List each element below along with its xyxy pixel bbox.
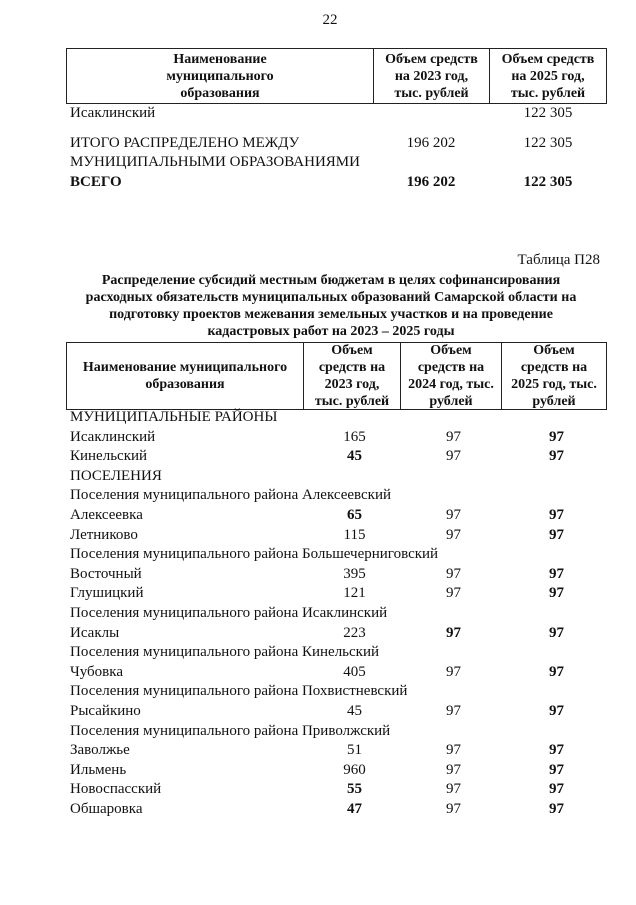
table2-row-2023: 51 [347,742,362,759]
table1-row-2023: 196 202 [406,174,456,190]
table2-title: Распределение субсидий местным бюджетам в целях софинансирования расходных обязательств муниципальных образований Самарской области на подготовку проектов межевания земельных участков и на проведение кадастровых работ на 2023 – 2025 годы [85,273,577,339]
table2-row-name: Поселения муниципального района Исаклинский [70,604,388,621]
table2-row [70,722,610,742]
table2-row-name: Восточный [70,565,142,582]
table2-row-2025: 97 [549,506,564,523]
table2-row-2025: 97 [549,624,564,641]
table2-row-name: Ильмень [70,761,127,778]
table2-row-2023: 55 [347,781,362,798]
table2-row [70,604,610,624]
table2-row [70,702,610,722]
table2-row-name: Чубовка [70,663,123,680]
table2-row-2025: 97 [549,585,564,602]
table2-row-2024: 97 [446,742,461,759]
table2-row-2024: 97 [446,800,461,817]
table1-row-2025: 122 305 [523,174,573,190]
table2-row-2025: 97 [549,565,564,582]
table2-row [70,526,610,546]
table2-row-2024: 97 [446,565,461,582]
table2-row [70,467,610,487]
table2-row-name: Исаклы [70,624,120,641]
table2-row [70,428,610,448]
table2-row-2024: 97 [446,663,461,680]
table2-row-2024: 97 [446,526,461,543]
table2-row [70,780,610,800]
table2-header-2023: Объем средств на 2023 год, тыс. рублей [303,343,400,409]
table2-row-2024: 97 [446,428,461,445]
table2-row-name: МУНИЦИПАЛЬНЫЕ РАЙОНЫ [70,409,278,425]
table2-row [70,408,610,428]
table2-row-2023: 65 [347,506,362,523]
table2-row-2023: 223 [343,624,366,641]
table2-row [70,545,610,565]
table2-header [66,342,607,410]
table1-header-2023: Объем средств на 2023 год, тыс. рублей [373,49,489,103]
table2-row [70,643,610,663]
table2-row-name: Новоспасский [70,781,162,798]
table2-row-2023: 47 [347,800,362,817]
table2-row-name: Алексеевка [70,506,143,523]
table2-row-name: Поселения муниципального района Большечерниговский [70,546,439,563]
table2-row [70,447,610,467]
table1-row-name: ИТОГО РАСПРЕДЕЛЕНО МЕЖДУ МУНИЦИПАЛЬНЫМИ ОБРАЗОВАНИЯМИ [70,135,360,170]
table1-header-name: Наименование муниципального образования [166,51,274,101]
table2-row-2025: 97 [549,702,564,719]
table1-row-2023: 196 202 [406,135,456,151]
table2-row-2024: 97 [446,781,461,798]
table2-row [70,663,610,683]
page-number: 22 [322,12,338,28]
table2-row [70,506,610,526]
table2-row-2025: 97 [549,742,564,759]
table2-row [70,624,610,644]
table2-row-2024: 97 [446,702,461,719]
table2-row-2025: 97 [549,781,564,798]
table2-row-2025: 97 [549,428,564,445]
table1-header [66,48,607,104]
table2-row [70,682,610,702]
table2-row-name: Кинельский [70,448,148,465]
table2-header-name: Наименование муниципального образования [82,360,288,392]
table2-row-2024: 97 [446,448,461,465]
table2-row-2024: 97 [446,506,461,523]
table2-body [70,408,610,819]
table2-row-2023: 45 [347,702,362,719]
table2-row [70,486,610,506]
table2-row [70,584,610,604]
table2-row-name: Обшаровка [70,800,143,817]
table2-row [70,741,610,761]
table2-label: Таблица П28 [517,252,600,268]
table2-row-2025: 97 [549,448,564,465]
table2-row-2023: 121 [343,585,366,602]
table2-row-name: Поселения муниципального района Приволжский [70,722,391,739]
table2-row-2023: 960 [343,761,366,778]
table2-row-name: Глушицкий [70,585,144,602]
table2-row-name: Рысайкино [70,702,141,719]
table2-row-2023: 165 [343,428,366,445]
table2-row-2025: 97 [549,761,564,778]
table2-row-2025: 97 [549,800,564,817]
table2-row-2023: 405 [343,663,366,680]
table2-row [70,800,610,820]
table2-row-name: Поселения муниципального района Кинельский [70,644,380,661]
table2-header-2024: Объем средств на 2024 год, тыс. рублей [400,343,501,409]
table2-row-name: ПОСЕЛЕНИЯ [70,467,162,484]
table1-row-name: Исаклинский [70,105,156,121]
table2-row-2023: 395 [343,565,366,582]
table2-row-2023: 115 [343,526,366,543]
table2-row-2025: 97 [549,663,564,680]
table2-row-name: Исаклинский [70,428,156,445]
table2-row-2023: 45 [347,448,362,465]
table1-row-name: ВСЕГО [70,174,122,190]
table2-row [70,565,610,585]
table2-row [70,761,610,781]
table2-row-name: Заволжье [70,742,130,759]
table2-row-2025: 97 [549,526,564,543]
table1-row-2025: 122 305 [523,105,573,121]
table2-header-2025: Объем средств на 2025 год, тыс. рублей [501,343,606,409]
table2-row-2024: 97 [446,585,461,602]
table1-header-2025: Объем средств на 2025 год, тыс. рублей [489,49,606,103]
table2-row-2024: 97 [446,624,461,641]
table2-row-name: Поселения муниципального района Похвистневский [70,683,408,700]
table1-row-2025: 122 305 [523,135,573,151]
table2-row-2024: 97 [446,761,461,778]
table2-row-name: Поселения муниципального района Алексеевский [70,487,392,504]
table2-row-name: Летниково [70,526,138,543]
